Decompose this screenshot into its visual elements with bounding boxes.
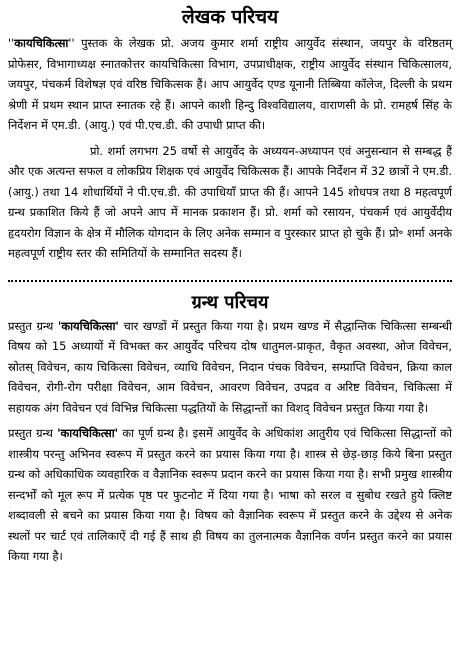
author-intro-heading: लेखक परिचय: [181, 6, 279, 28]
author-intro-section: [8, 4, 452, 264]
author-intro-text-1: पुस्तक के लेखक प्रो. अजय कुमार शर्मा राष्ट्रीय आयुर्वेद संस्थान, जयपुर के वरिष्ठतम् प्रोफेसर, विभागाध्यक्ष स्नातकोत्तर कायचिकित्सा विभाग, उपप्राधीक्षक, राष्ट्रीय आयुर्वेद संस्थान चिकित्सालय, जयपुर, पंचकर्म विशेषज्ञ एवं वरिष्ठ चिकित्सक हैं। आप आयुर्वेद एण्ड यूनानी तिब्बिया कॉलेज, दिल्ली के प्रथम श्रेणी में प्रथम स्थान प्राप्त स्नातक रहे हैं। आपने काशी हिन्दु विश्वविद्यालय, वाराणसी के प्रो. रामहर्ष सिंह के निर्देशन में एम.डी. (आयु.) एवं पी.एच.डी. की उपाधी प्राप्त की।: [8, 36, 452, 132]
book-intro-heading: ग्रन्थ परिचय: [191, 291, 269, 313]
book-intro-text-1: चार खण्डों में प्रस्तुत किया गया है। प्रथम खण्ड में सैद्धान्तिक चिकित्सा सम्बन्धी विषय को 15 अध्यायों में विभक्त कर आयुर्वेद परिचय दोष धातुमल-प्राकृत, वैकृत अवस्था, ओज विवेचन, स्रोतस् विवेचन, काय चिकित्सा विवेचन, व्याधि विवेचन, निदान पंचक विवेचन, सम्प्राप्ति विवेचन, क्रिया काल विवेचन, रोगी-रोग परीक्षा विवेचन, आम विवेचन, आवरण विवेचन, उपद्रव व अरिष्ट विवेचन, चिकित्सा में सहायक अंग विवेचन एवं विभिन्न चिकित्सा पद्धतियों के सिद्धान्तों का विशद् विवेचन प्रस्तुत किया गया है।: [8, 318, 452, 415]
author-intro-paragraph-1: [8, 33, 452, 136]
book-intro-text-2: का पूर्ण ग्रन्थ है। इसमें आयुर्वेद के अधिकांश आतुरीय एवं चिकित्सा सिद्धान्तों को शास्त्रीय परन्तु अभिनव स्वरूप में प्रस्तुत करने का प्रयास किया गया है। शास्त्र से छेड़-छाड़ किये बिना प्रस्तुत ग्रन्थ को अधिकाधिक व्यवहारिक व वैज्ञानिक स्वरूप प्रदान करने का प्रयास किया गया है। सभी प्रमुख शास्त्रीय सन्दर्भों को मूल रूप में प्रत्येक पृष्ठ पर फुटनोट में दिया गया है। भाषा को सरल व सुबोध रखते हुये क्लिष्ट शब्दावली से बचने का प्रयास किया गया है। विषय को वैज्ञानिक स्वरूप में प्रस्तुत करने के उद्देश्य से अनेक स्थलों पर चार्ट एवं तालिकाऐं दी गई हैं साथ ही विषय का तुलनात्मक वैज्ञानिक वर्णन प्रस्तुत करने का प्रयास किया गया है।: [8, 426, 452, 563]
book-name: 'कायचिकित्सा': [57, 318, 119, 333]
quote-open: '': [8, 36, 15, 50]
book-intro-prefix-2: प्रस्तुत ग्रन्थ: [8, 426, 58, 440]
book-intro-paragraph-2: [8, 423, 452, 567]
book-name: कायचिकित्सा: [14, 36, 69, 50]
quote-close: '': [68, 36, 75, 50]
book-intro-paragraph-1: [8, 316, 452, 419]
book-intro-section: [8, 292, 452, 567]
author-intro-paragraph-2: प्रो. शर्मा लगभग 25 वर्षो से आयुर्वेद के अध्ययन-अध्यापन एवं अनुसन्धान से सम्बद्ध हैं और एक अत्यन्त सफल व लोकप्रिय शिक्षक एवं आयुर्वेद चिकित्सक हैं। आपके निर्देशन में 32 छात्रों ने एम.डी. (आयु.) तथा 14 शोधार्थियों ने पी.एच.डी. की उपाधियाँ प्राप्त की हैं। आपने 145 शोधपत्र तथा 8 महत्वपूर्ण ग्रन्थ प्रकाशित किये हैं जो अपने आप में मानक प्रकाशन हैं। प्रो. शर्मा को रसायन, पंचकर्म एवं आयुर्वेदीय हृदयरोग विज्ञान के क्षेत्र में मौलिक योगदान के लिए अनेक सम्मान व पुरस्कार प्राप्त हो चुके हैं। प्रो॰ शर्मा अनके महत्वपूर्ण राष्ट्रीय स्तर की समितियों के सम्मानित सदस्य हैं।: [8, 143, 452, 260]
book-intro-prefix-1: प्रस्तुत ग्रन्थ: [8, 318, 58, 333]
section-divider: [8, 280, 452, 282]
book-name: 'कायचिकित्सा': [57, 426, 119, 440]
